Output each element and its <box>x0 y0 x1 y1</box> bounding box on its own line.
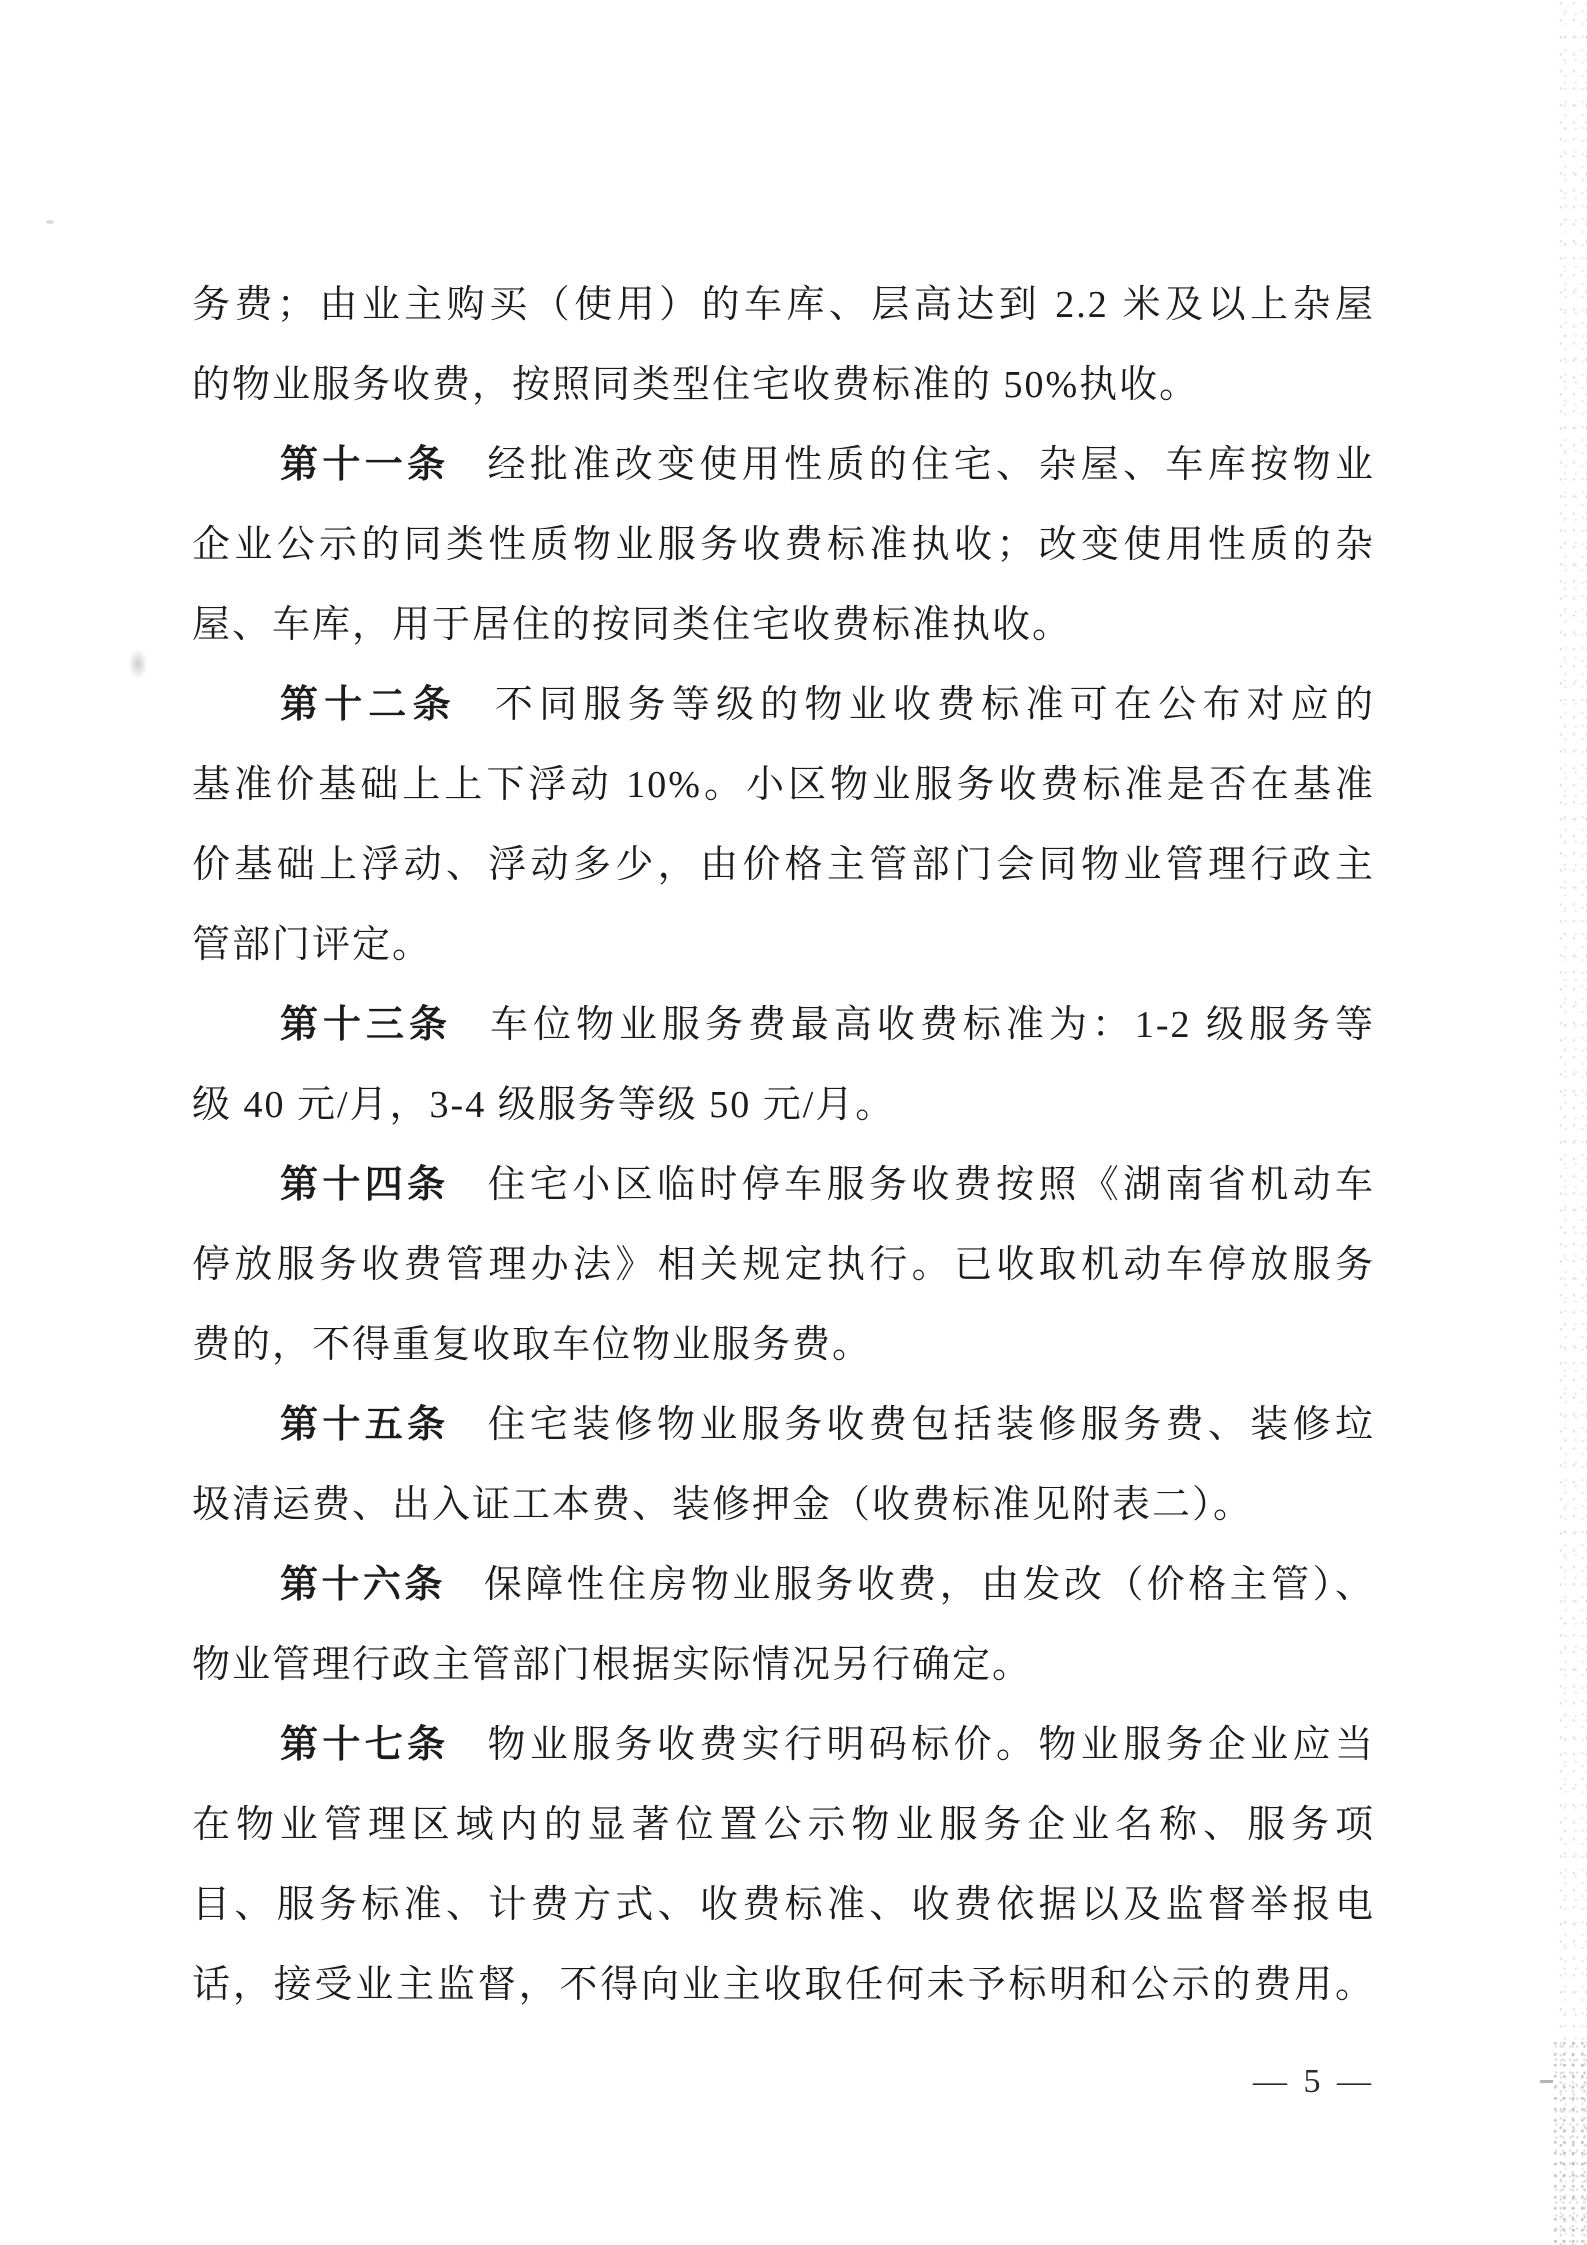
line-text: 企业公示的同类性质物业服务收费标准执收；改变使用性质的杂 <box>192 524 1375 566</box>
text-line <box>192 1305 1375 1385</box>
text-line-article-11 <box>192 425 1375 505</box>
article-number: 第十一条 <box>280 444 450 486</box>
text-line <box>192 505 1375 585</box>
text-line-article-13 <box>192 985 1375 1065</box>
article-number: 第十二条 <box>280 684 457 726</box>
text-line <box>192 1465 1375 1545</box>
document-body <box>192 265 1375 2025</box>
text-line-article-15 <box>192 1385 1375 1465</box>
line-text: 住宅小区临时停车服务收费按照《湖南省机动车 <box>487 1164 1375 1206</box>
line-text: 费的，不得重复收取车位物业服务费。 <box>192 1324 873 1366</box>
line-text: 物业管理行政主管部门根据实际情况另行确定。 <box>192 1644 1033 1686</box>
line-text: 管部门评定。 <box>192 924 433 966</box>
text-line <box>192 745 1375 825</box>
text-line <box>192 1945 1375 2025</box>
scan-speck <box>46 220 54 224</box>
line-text: 经批准改变使用性质的住宅、杂屋、车库按物业 <box>487 444 1375 486</box>
line-text: 住宅装修物业服务收费包括装修服务费、装修垃 <box>487 1404 1375 1446</box>
text-line-article-12 <box>192 665 1375 745</box>
line-text: 屋、车库，用于居住的按同类住宅收费标准执收。 <box>192 604 1073 646</box>
text-line-article-16 <box>192 1545 1375 1625</box>
line-text: 级 40 元/月，3-4 级服务等级 50 元/月。 <box>192 1084 896 1126</box>
text-line <box>192 1785 1375 1865</box>
text-line <box>192 265 1375 345</box>
line-text: 保障性住房物业服务收费，由发改（价格主管）、 <box>483 1564 1375 1606</box>
scan-dash <box>1540 2080 1553 2083</box>
line-text: 物业服务收费实行明码标价。物业服务企业应当 <box>487 1724 1375 1766</box>
text-line <box>192 1625 1375 1705</box>
article-number: 第十四条 <box>280 1164 450 1206</box>
text-line <box>192 905 1375 985</box>
line-text: 务费；由业主购买（使用）的车库、层高达到 2.2 米及以上杂屋 <box>192 284 1375 326</box>
article-number: 第十六条 <box>280 1564 446 1606</box>
scan-noise-band-bottom <box>1553 2040 1587 2245</box>
text-line <box>192 1225 1375 1305</box>
article-number: 第十七条 <box>280 1724 450 1766</box>
line-text: 车位物业服务费最高收费标准为：1-2 级服务等 <box>489 1004 1375 1046</box>
line-text: 的物业服务收费，按照同类型住宅收费标准的 50%执收。 <box>192 364 1200 406</box>
line-text: 基准价基础上上下浮动 10%。小区物业服务收费标准是否在基准 <box>192 764 1375 806</box>
line-text: 话，接受业主监督，不得向业主收取任何未予标明和公示的费用。 <box>192 1964 1375 2006</box>
text-line <box>192 825 1375 905</box>
line-text: 停放服务收费管理办法》相关规定执行。已收取机动车停放服务 <box>192 1244 1375 1286</box>
line-text: 价基础上浮动、浮动多少，由价格主管部门会同物业管理行政主 <box>192 844 1375 886</box>
page-number: — 5 — <box>1253 2063 1375 2100</box>
line-text: 圾清运费、出入证工本费、装修押金（收费标准见附表二）。 <box>192 1484 1254 1526</box>
line-text: 目、服务标准、计费方式、收费标准、收费依据以及监督举报电 <box>192 1884 1375 1926</box>
line-text: 在物业管理区域内的显著位置公示物业服务企业名称、服务项 <box>192 1804 1375 1846</box>
text-line <box>192 345 1375 425</box>
scan-noise-band <box>1557 0 1587 2245</box>
article-number: 第十五条 <box>280 1404 450 1446</box>
text-line <box>192 585 1375 665</box>
article-number: 第十三条 <box>280 1004 452 1046</box>
scan-smudge <box>128 648 148 680</box>
line-text: 不同服务等级的物业收费标准可在公布对应的 <box>494 684 1375 726</box>
text-line-article-14 <box>192 1145 1375 1225</box>
text-line-article-17 <box>192 1705 1375 1785</box>
text-line <box>192 1065 1375 1145</box>
text-line <box>192 1865 1375 1945</box>
